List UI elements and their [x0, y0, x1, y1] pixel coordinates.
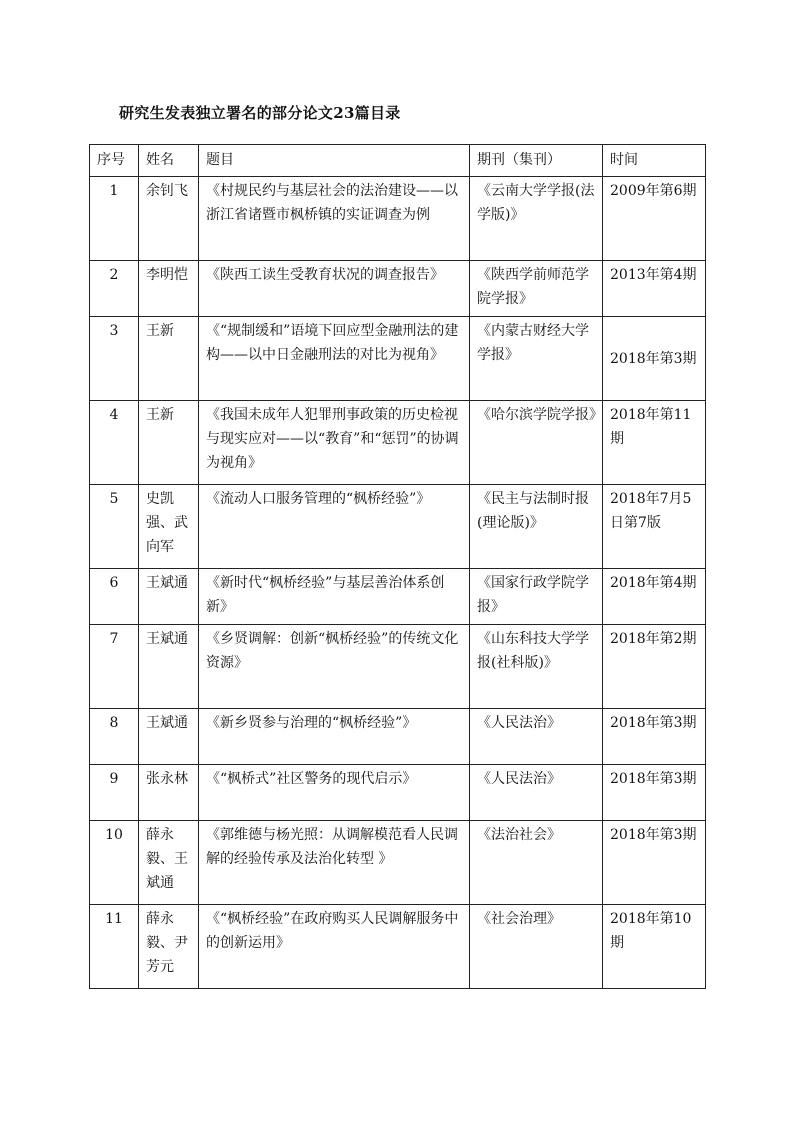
table-row — [90, 625, 706, 709]
row-time: 2018年第2期 — [603, 625, 706, 709]
row-paper-title: 《流动人口服务管理的“枫桥经验”》 — [199, 485, 470, 569]
row-index: 6 — [90, 569, 139, 625]
row-index: 5 — [90, 485, 139, 569]
row-paper-title: 《“规制缓和”语境下回应型金融刑法的建构——以中日金融刑法的对比为视角》 — [199, 317, 470, 401]
row-time: 2018年第3期 — [603, 317, 706, 401]
row-time: 2018年第11期 — [603, 401, 706, 485]
row-author: 王新 — [139, 401, 199, 485]
row-time: 2018年第10期 — [603, 905, 706, 989]
row-index: 3 — [90, 317, 139, 401]
row-paper-title: 《“枫桥式”社区警务的现代启示》 — [199, 765, 470, 821]
row-journal: 《民主与法制时报(理论版)》 — [470, 485, 603, 569]
header-time: 时间 — [603, 145, 706, 177]
table-header-row — [90, 145, 706, 177]
table-row — [90, 485, 706, 569]
row-paper-title: 《我国未成年人犯罪刑事政策的历史检视与现实应对——以“教育”和“惩罚”的协调为视角》 — [199, 401, 470, 485]
row-journal: 《哈尔滨学院学报》 — [470, 401, 603, 485]
row-time: 2018年第3期 — [603, 709, 706, 765]
table-row — [90, 401, 706, 485]
row-paper-title: 《“枫桥经验”在政府购买人民调解服务中的创新运用》 — [199, 905, 470, 989]
row-journal: 《内蒙古财经大学学报》 — [470, 317, 603, 401]
row-index: 4 — [90, 401, 139, 485]
row-paper-title: 《乡贤调解：创新“枫桥经验”的传统文化资源》 — [199, 625, 470, 709]
row-journal: 《陕西学前师范学院学报》 — [470, 261, 603, 317]
row-paper-title: 《新时代“枫桥经验”与基层善治体系创新》 — [199, 569, 470, 625]
table-row — [90, 709, 706, 765]
header-title: 题目 — [199, 145, 470, 177]
row-paper-title: 《陕西工读生受教育状况的调查报告》 — [199, 261, 470, 317]
row-time: 2018年第3期 — [603, 765, 706, 821]
table-row — [90, 821, 706, 905]
row-author: 余钊飞 — [139, 177, 199, 261]
row-journal: 《法治社会》 — [470, 821, 603, 905]
paper-catalog-table — [89, 144, 706, 989]
table-row — [90, 177, 706, 261]
row-author: 张永林 — [139, 765, 199, 821]
row-journal: 《社会治理》 — [470, 905, 603, 989]
table-row — [90, 905, 706, 989]
row-author: 王斌通 — [139, 569, 199, 625]
row-index: 8 — [90, 709, 139, 765]
row-index: 9 — [90, 765, 139, 821]
table-row — [90, 261, 706, 317]
row-index: 2 — [90, 261, 139, 317]
table-row — [90, 569, 706, 625]
header-name: 姓名 — [139, 145, 199, 177]
row-time: 2013年第4期 — [603, 261, 706, 317]
row-time: 2018年7月5日第7版 — [603, 485, 706, 569]
row-time: 2018年第3期 — [603, 821, 706, 905]
document-title: 研究生发表独立署名的部分论文23篇目录 — [119, 104, 401, 122]
row-index: 10 — [90, 821, 139, 905]
row-index: 1 — [90, 177, 139, 261]
row-author: 王斌通 — [139, 709, 199, 765]
row-author: 薛永毅、尹芳元 — [139, 905, 199, 989]
row-author: 王斌通 — [139, 625, 199, 709]
row-paper-title: 《郭维德与杨光照：从调解模范看人民调解的经验传承及法治化转型 》 — [199, 821, 470, 905]
row-journal: 《山东科技大学学报(社科版)》 — [470, 625, 603, 709]
table-row — [90, 765, 706, 821]
row-author: 史凯强、武向军 — [139, 485, 199, 569]
row-paper-title: 《村规民约与基层社会的法治建设——以浙江省诸暨市枫桥镇的实证调查为例 — [199, 177, 470, 261]
row-time: 2009年第6期 — [603, 177, 706, 261]
row-journal: 《国家行政学院学报》 — [470, 569, 603, 625]
row-journal: 《人民法治》 — [470, 765, 603, 821]
row-author: 王新 — [139, 317, 199, 401]
row-index: 7 — [90, 625, 139, 709]
row-paper-title: 《新乡贤参与治理的“枫桥经验”》 — [199, 709, 470, 765]
row-journal: 《人民法治》 — [470, 709, 603, 765]
row-time: 2018年第4期 — [603, 569, 706, 625]
row-index: 11 — [90, 905, 139, 989]
row-journal: 《云南大学学报(法学版)》 — [470, 177, 603, 261]
table-row — [90, 317, 706, 401]
row-author: 薛永毅、王斌通 — [139, 821, 199, 905]
header-index: 序号 — [90, 145, 139, 177]
row-author: 李明恺 — [139, 261, 199, 317]
header-journal: 期刊（集刊） — [470, 145, 603, 177]
